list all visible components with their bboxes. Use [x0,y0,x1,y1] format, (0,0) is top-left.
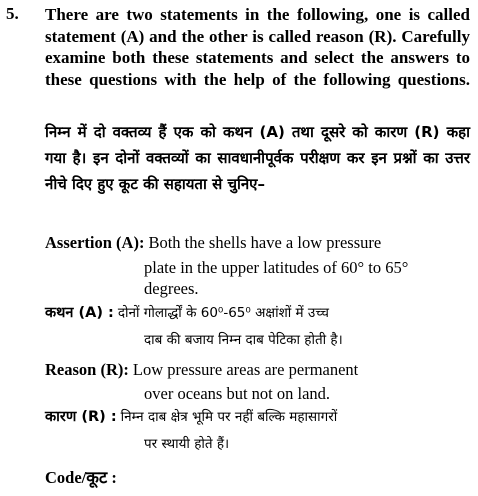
code-label: Code/कूट : [45,468,117,487]
reason-label-hindi: कारण (R) : [45,409,117,425]
reason-english [45,360,470,380]
reason-hindi [45,406,470,426]
assertion-text-hindi-line1: दोनों गोलार्द्धों के 60⁰-65⁰ अक्षांशों में उच्च [117,305,329,321]
reason-label-english: Reason (R): [45,360,129,379]
assertion-text-english-line1: Both the shells have a low pressure [148,233,382,252]
question-number: 5. [6,4,19,23]
reason-text-english-line1: Low pressure areas are permanent [132,360,359,379]
assertion-text-english-line3: degrees. [144,279,199,298]
reason-text-hindi-line1: निम्न दाब क्षेत्र भूमि पर नहीं बल्कि महासागरों [120,409,338,425]
question-text-english: There are two statements in the following, one is called statement (A) and the other is called reason (R). Carefully examine both these statements and select the answers to these questions with the help of the following questions. [45,5,470,89]
reason-text-hindi-line2: पर स्थायी होते हैं। [144,436,230,452]
assertion-text-english-line2: plate in the upper latitudes of 60° to 65° [144,258,409,277]
assertion-text-hindi-line2: दाब की बजाय निम्न दाब पेटिका होती है। [144,332,343,348]
assertion-label-english: Assertion (A): [45,233,145,252]
assertion-label-hindi: कथन (A) : [45,305,114,321]
assertion-english [45,233,470,253]
question-text-hindi: निम्न में दो वक्तव्य हैं एक को कथन (A) तथा दूसरे को कारण (R) कहा गया है। इन दोनों वक्तव्यों का सावधानीपूर्वक परीक्षण कर इन प्रश्नों का उत्तर नीचे दिए हुए कूट की सहायता से चुनिए– [45,123,470,193]
code-section [45,465,470,488]
reason-text-english-line2: over oceans but not on land. [144,384,331,403]
assertion-hindi [45,302,470,322]
